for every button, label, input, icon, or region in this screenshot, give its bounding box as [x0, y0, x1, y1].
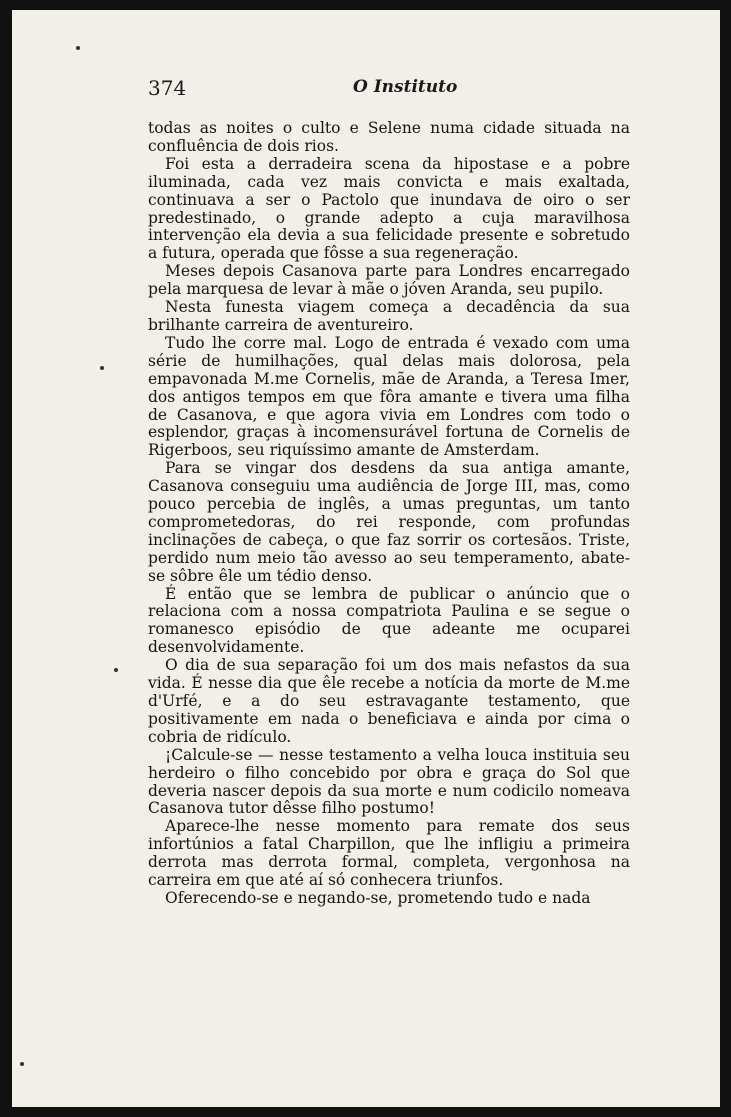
paragraph: O dia de sua separação foi um dos mais nefastos da sua vida. É nesse dia que êle recebe a notícia da morte de M.me d'Urfé, e a do seu estravagante testamento, que positivamente em nada o beneficiava e ainda por cima o cobria de ridículo. — [148, 656, 630, 746]
paragraph: É então que se lembra de publicar o anúncio que o relaciona com a nossa compatriota Paulina e se segue o romanesco episódio de que adeante me ocuparei desenvolvidamente. — [148, 584, 630, 657]
paragraph: Para se vingar dos desdens da sua antiga amante, Casanova conseguiu uma audiência de Jorge III, mas, como pouco percebia de inglês, a umas preguntas, um tanto comprometedoras, do rei responde, com profundas inclinações de cabeça, o que faz sorrir os cortesãos. Triste, perdido num meio tão avesso ao seu temperamento, abate-se sôbre êle um tédio denso. — [148, 459, 630, 585]
paragraph: Meses depois Casanova parte para Londres encarregado pela marquesa de levar à mãe o jóven Aranda, seu pupilo. — [148, 262, 630, 299]
paragraph: Foi esta a derradeira scena da hipostase e a pobre iluminada, cada vez mais convicta e mais exaltada, continuava a ser o Pactolo que inundava de oiro o ser predestinado, o grande adepto a cuja maravilhosa intervenção ela devia a sua felicidade presente e sobretudo a futura, operada que fôsse a sua regeneração. — [148, 154, 630, 263]
paragraph: ¡Calcule-se — nesse testamento a velha louca instituia seu herdeiro o filho concebido por obra e graça do Sol que deveria nascer depois da sua morte e num codicilo nomeava Casanova tutor dêsse filho postumo! — [148, 745, 630, 818]
page-header — [148, 74, 628, 104]
paragraph: Tudo lhe corre mal. Logo de entrada é vexado com uma série de humilhações, qual delas mais dolorosa, pela empavonada M.me Cornelis, mãe de Aranda, a Teresa Imer, dos antigos tempos em que fôra amante e tivera uma filha de Casanova, e que agora vivia em Londres com todo o esplendor, graças à incomensurável fortuna de Cornelis de Rigerboos, seu riquíssimo amante de Amsterdam. — [148, 333, 630, 460]
page-number: 374 — [148, 76, 187, 100]
ink-speck — [20, 1062, 24, 1066]
body-text — [148, 120, 630, 908]
paragraph: Nesta funesta viagem começa a decadência da sua brilhante carreira de aventureiro. — [148, 298, 630, 334]
paragraph: Aparece-lhe nesse momento para remate dos seus infortúnios a fatal Charpillon, que lhe infligiu a primeira derrota mas derrota formal, completa, vergonhosa na carreira em que até aí só conhecera triunfos. — [148, 817, 630, 890]
ink-speck — [100, 366, 104, 370]
paragraph: Oferecendo-se e negando-se, prometendo tudo e nada — [165, 888, 591, 907]
ink-speck — [114, 668, 118, 672]
ink-speck — [76, 46, 80, 50]
paragraph: todas as noites o culto e Selene numa cidade situada na confluência de dois rios. — [148, 119, 630, 155]
running-title: O Instituto — [353, 77, 458, 97]
